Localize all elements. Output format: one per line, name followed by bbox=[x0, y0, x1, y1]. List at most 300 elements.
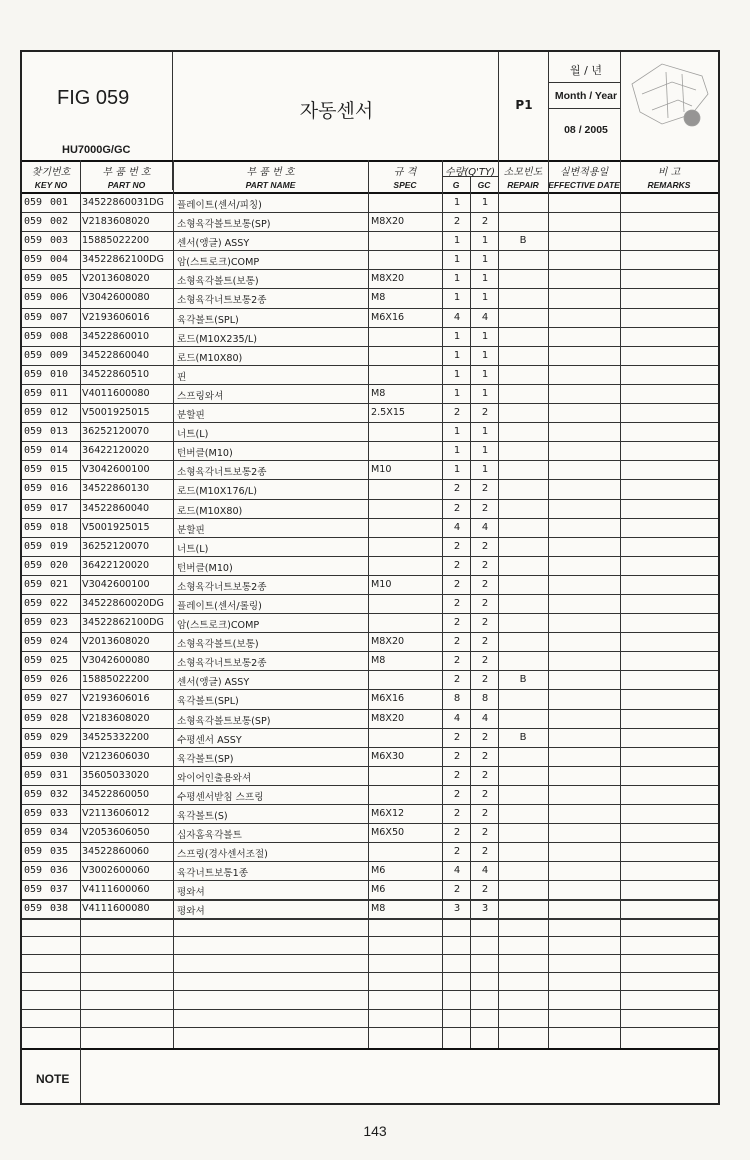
part-number-cell: V2013608020 bbox=[82, 636, 150, 648]
qty-g-cell: 4 bbox=[453, 311, 461, 323]
part-name-cell: 플레이트(센서/피칭) bbox=[177, 200, 262, 211]
fig-number-cell: 059 bbox=[24, 712, 43, 724]
table-row bbox=[22, 614, 718, 633]
qty-gc-cell: 1 bbox=[481, 273, 489, 285]
qty-gc-cell: 2 bbox=[481, 808, 489, 819]
month-year-korean: 월 / 년 bbox=[570, 64, 602, 77]
fig-number-cell: 059 bbox=[24, 655, 43, 667]
table-row bbox=[22, 480, 718, 499]
table-row bbox=[22, 595, 718, 614]
qty-gc-cell: 2 bbox=[481, 483, 489, 495]
fig-number-cell: 059 bbox=[24, 578, 43, 590]
qty-g-cell: 2 bbox=[453, 731, 461, 743]
qty-g-cell: 2 bbox=[453, 788, 461, 800]
part-name-cell: 로드(M10X235/L) bbox=[177, 333, 257, 345]
empty-row-line bbox=[22, 954, 718, 955]
part-thumbnail-image bbox=[622, 54, 716, 140]
part-number-cell: V2183608020 bbox=[82, 712, 150, 724]
part-number-cell: V4111600060 bbox=[82, 884, 150, 896]
table-row bbox=[22, 251, 718, 270]
key-number-cell: 037 bbox=[50, 884, 69, 896]
fig-number-cell: 059 bbox=[24, 273, 43, 285]
fig-number-cell: 059 bbox=[24, 636, 43, 648]
fig-number-cell: 059 bbox=[24, 903, 43, 915]
part-name-cell: 스프링와셔 bbox=[177, 390, 224, 402]
fig-number-cell: 059 bbox=[24, 540, 43, 552]
qty-g-cell: 2 bbox=[453, 483, 461, 495]
part-number-cell: 34522860020DG bbox=[82, 597, 164, 609]
page-number: 143 bbox=[363, 1123, 387, 1139]
part-number-cell: 35605033020 bbox=[82, 769, 150, 781]
spec-header: SPEC bbox=[393, 180, 417, 190]
qty-g-cell: 1 bbox=[453, 349, 461, 361]
model-label: HU7000G/GC bbox=[62, 144, 131, 156]
part-number-cell: V2193606016 bbox=[82, 693, 150, 705]
empty-row-line bbox=[22, 1009, 718, 1010]
table-row bbox=[22, 805, 718, 824]
table-row bbox=[22, 289, 718, 308]
part-number-cell: 34522860050 bbox=[82, 788, 150, 800]
qty-gc-cell: 1 bbox=[481, 464, 489, 476]
table-row bbox=[22, 729, 718, 748]
qty-gc-cell: 1 bbox=[481, 330, 489, 342]
spec-cell: M10 bbox=[371, 464, 392, 476]
part-no-header-kor: 부 품 번 호 bbox=[102, 167, 151, 178]
parts-list-sheet bbox=[20, 50, 720, 1105]
table-row bbox=[22, 690, 718, 709]
spec-cell: M8X20 bbox=[371, 273, 405, 285]
qty-gc-cell: 2 bbox=[481, 674, 489, 686]
key-number-cell: 032 bbox=[50, 788, 69, 800]
fig-number-cell: 059 bbox=[24, 197, 43, 208]
qty-gc-cell: 2 bbox=[481, 617, 489, 629]
qty-gc-cell: 1 bbox=[481, 426, 489, 438]
qty-gc-cell: 2 bbox=[481, 578, 489, 590]
part-number-cell: 15885022200 bbox=[82, 674, 150, 686]
key-number-cell: 033 bbox=[50, 808, 69, 819]
part-name-cell: 수평센서받침 스프링 bbox=[177, 791, 264, 803]
spec-cell: 2.5X15 bbox=[371, 407, 406, 419]
fig-number-cell: 059 bbox=[24, 483, 43, 495]
part-name-cell: 소형육각너트보통2종 bbox=[177, 581, 267, 593]
key-no-header: KEY NO bbox=[34, 180, 68, 190]
spec-cell: M8X20 bbox=[371, 636, 405, 648]
fig-number-cell: 059 bbox=[24, 254, 43, 266]
key-number-cell: 014 bbox=[50, 445, 69, 457]
part-name-cell: 육각볼트(S) bbox=[177, 811, 228, 822]
part-name-cell: 소형육각너트보통2종 bbox=[177, 295, 267, 307]
key-number-cell: 017 bbox=[50, 502, 69, 514]
page-title: 자동센서 bbox=[299, 100, 374, 122]
part-name-cell: 로드(M10X80) bbox=[177, 505, 243, 517]
part-number-cell: 15885022200 bbox=[82, 235, 150, 247]
remarks-header: REMARKS bbox=[647, 180, 691, 190]
part-name-cell: 육각볼트(SPL) bbox=[177, 696, 239, 708]
month-year-english: Month / Year bbox=[554, 90, 618, 102]
part-name-cell: 육각너트보통1종 bbox=[177, 868, 248, 880]
parts-table-body bbox=[22, 194, 718, 920]
key-number-cell: 008 bbox=[50, 330, 69, 342]
qty-g-cell: 4 bbox=[453, 712, 461, 724]
part-name-cell: 육각볼트(SP) bbox=[177, 753, 234, 765]
qty-g-cell: 1 bbox=[453, 426, 461, 438]
qty-g-cell: 1 bbox=[453, 254, 461, 266]
empty-row-line bbox=[22, 918, 718, 919]
key-number-cell: 013 bbox=[50, 426, 69, 438]
empty-row-line bbox=[22, 972, 718, 973]
qty-gc-cell: 2 bbox=[481, 407, 489, 419]
effective-date-header-kor: 실변적용일 bbox=[559, 167, 609, 178]
qty-g-cell: 2 bbox=[453, 559, 461, 571]
table-row bbox=[22, 671, 718, 690]
fig-number-cell: 059 bbox=[24, 559, 43, 571]
part-number-cell: 34522860510 bbox=[82, 368, 150, 380]
qty-gc-cell: 1 bbox=[481, 368, 489, 380]
key-number-cell: 022 bbox=[50, 597, 69, 609]
part-name-cell: 소형육각볼트(보통) bbox=[177, 276, 259, 288]
part-name-cell: 핀 bbox=[177, 371, 187, 383]
spec-cell: M8 bbox=[371, 903, 386, 915]
table-row bbox=[22, 824, 718, 843]
spec-cell: M6X16 bbox=[371, 693, 405, 705]
fig-number-cell: 059 bbox=[24, 808, 43, 819]
part-number-cell: V2183608020 bbox=[82, 216, 150, 228]
key-no-header-kor: 찾기번호 bbox=[31, 167, 71, 178]
spec-cell: M6 bbox=[371, 865, 386, 877]
part-number-cell: V2113606012 bbox=[82, 808, 150, 819]
spec-cell: M8X20 bbox=[371, 216, 405, 228]
part-number-cell: V3042600100 bbox=[82, 464, 150, 476]
note-label: NOTE bbox=[36, 1072, 70, 1086]
spec-cell: M6 bbox=[371, 884, 386, 896]
key-number-cell: 036 bbox=[50, 865, 69, 877]
qty-gc-cell: 1 bbox=[481, 197, 489, 208]
part-number-cell: 34522860040 bbox=[82, 502, 150, 514]
part-number-cell: 34522860010 bbox=[82, 330, 150, 342]
part-name-cell: 소형육각너트보통2종 bbox=[177, 658, 267, 670]
repair-cell: B bbox=[519, 731, 527, 743]
qty-g-cell: 1 bbox=[453, 292, 461, 304]
qty-g-cell: 1 bbox=[453, 273, 461, 285]
qty-g-cell: 2 bbox=[453, 597, 461, 609]
spec-cell: M8 bbox=[371, 292, 386, 304]
key-number-cell: 005 bbox=[50, 273, 69, 285]
header-divider bbox=[548, 108, 620, 109]
key-number-cell: 031 bbox=[50, 769, 69, 781]
part-number-cell: 36252120070 bbox=[82, 540, 150, 552]
qty-gc-header: GC bbox=[477, 180, 491, 190]
qty-g-cell: 2 bbox=[453, 655, 461, 667]
table-row bbox=[22, 328, 718, 347]
part-number-cell: 34522862100DG bbox=[82, 254, 164, 266]
qty-g-cell: 1 bbox=[453, 445, 461, 457]
part-name-cell: 평와셔 bbox=[177, 887, 205, 899]
key-number-cell: 001 bbox=[50, 197, 69, 208]
empty-row-line bbox=[22, 1027, 718, 1028]
qty-g-cell: 1 bbox=[453, 235, 461, 247]
part-number-cell: V4011600080 bbox=[82, 387, 150, 399]
qty-g-cell: 2 bbox=[453, 884, 461, 896]
part-name-cell: 소형육각볼트(보통) bbox=[177, 639, 259, 651]
key-number-cell: 015 bbox=[50, 464, 69, 476]
qty-gc-cell: 2 bbox=[481, 216, 489, 228]
part-number-cell: V2053606050 bbox=[82, 827, 150, 839]
table-row bbox=[22, 900, 718, 919]
qty-gc-cell: 2 bbox=[481, 827, 489, 839]
part-number-cell: V2013608020 bbox=[82, 273, 150, 285]
qty-gc-cell: 1 bbox=[481, 254, 489, 266]
spec-cell: M6X50 bbox=[371, 827, 405, 839]
fig-number-cell: 059 bbox=[24, 445, 43, 457]
key-number-cell: 002 bbox=[50, 216, 69, 228]
spec-cell: M6X12 bbox=[371, 808, 405, 819]
qty-gc-cell: 2 bbox=[481, 731, 489, 743]
fig-number-cell: 059 bbox=[24, 788, 43, 800]
qty-g-cell: 2 bbox=[453, 502, 461, 514]
part-number-cell: 34525332200 bbox=[82, 731, 150, 743]
table-row bbox=[22, 557, 718, 576]
fig-number-cell: 059 bbox=[24, 292, 43, 304]
qty-g-cell: 2 bbox=[453, 674, 461, 686]
fig-number-cell: 059 bbox=[24, 617, 43, 629]
part-name-cell: 육각볼트(SPL) bbox=[177, 314, 239, 326]
part-number-cell: 34522860040 bbox=[82, 349, 150, 361]
qty-g-cell: 1 bbox=[453, 368, 461, 380]
part-name-cell: 소형육각볼트보통(SP) bbox=[177, 715, 271, 727]
header-divider bbox=[620, 52, 621, 160]
qty-g-cell: 4 bbox=[453, 521, 461, 533]
spec-cell: M10 bbox=[371, 578, 392, 590]
spec-cell: M8 bbox=[371, 655, 386, 667]
qty-g-header: G bbox=[452, 180, 460, 190]
spec-cell: M8 bbox=[371, 387, 386, 399]
part-number-cell: 36422120020 bbox=[82, 445, 150, 457]
part-name-cell: 암(스트로크)COMP bbox=[177, 257, 260, 269]
qty-gc-cell: 2 bbox=[481, 769, 489, 781]
repair-cell: B bbox=[519, 235, 527, 247]
qty-g-cell: 8 bbox=[453, 693, 461, 705]
part-number-cell: 34522860060 bbox=[82, 846, 150, 858]
fig-number-cell: 059 bbox=[24, 349, 43, 361]
spec-cell: M6X30 bbox=[371, 750, 405, 762]
fig-number-cell: 059 bbox=[24, 827, 43, 839]
qty-gc-cell: 8 bbox=[481, 693, 489, 705]
spec-header-kor: 규 격 bbox=[393, 167, 417, 178]
repair-cell: B bbox=[519, 674, 527, 686]
qty-gc-cell: 2 bbox=[481, 788, 489, 800]
part-name-cell: 평와셔 bbox=[177, 906, 205, 918]
fig-number-cell: 059 bbox=[24, 846, 43, 858]
fig-number-cell: 059 bbox=[24, 769, 43, 781]
qty-gc-cell: 2 bbox=[481, 597, 489, 609]
part-number-cell: V3042600080 bbox=[82, 655, 150, 667]
part-name-cell: 분할핀 bbox=[177, 410, 205, 422]
table-row bbox=[22, 881, 718, 900]
qty-gc-cell: 4 bbox=[481, 311, 489, 323]
fig-number-cell: 059 bbox=[24, 731, 43, 743]
fig-number-cell: 059 bbox=[24, 674, 43, 686]
part-name-header-kor: 부 품 번 호 bbox=[246, 167, 295, 178]
key-number-cell: 025 bbox=[50, 655, 69, 667]
table-row bbox=[22, 862, 718, 881]
qty-gc-cell: 1 bbox=[481, 349, 489, 361]
key-number-cell: 016 bbox=[50, 483, 69, 495]
part-number-cell: 34522860031DG bbox=[82, 197, 164, 208]
key-number-cell: 020 bbox=[50, 559, 69, 571]
qty-g-cell: 2 bbox=[453, 216, 461, 228]
qty-gc-cell: 2 bbox=[481, 655, 489, 667]
header-divider bbox=[548, 52, 549, 160]
header-rule bbox=[22, 160, 718, 162]
qty-gc-cell: 1 bbox=[481, 387, 489, 399]
fig-number-cell: 059 bbox=[24, 750, 43, 762]
table-row bbox=[22, 347, 718, 366]
table-row bbox=[22, 519, 718, 538]
part-name-cell: 로드(M10X176/L) bbox=[177, 486, 257, 498]
part-name-cell: 와이어인출용와셔 bbox=[177, 772, 252, 784]
part-name-cell: 너트(L) bbox=[177, 543, 209, 555]
qty-gc-cell: 2 bbox=[481, 502, 489, 514]
key-number-cell: 028 bbox=[50, 712, 69, 724]
qty-g-cell: 2 bbox=[453, 827, 461, 839]
qty-gc-cell: 4 bbox=[481, 865, 489, 877]
fig-number-cell: 059 bbox=[24, 330, 43, 342]
qty-gc-cell: 2 bbox=[481, 559, 489, 571]
empty-row-line bbox=[22, 900, 718, 901]
qty-gc-cell: 1 bbox=[481, 235, 489, 247]
part-number-cell: 36252120070 bbox=[82, 426, 150, 438]
qty-g-cell: 4 bbox=[453, 865, 461, 877]
table-row bbox=[22, 442, 718, 461]
empty-row-line bbox=[22, 990, 718, 991]
key-number-cell: 023 bbox=[50, 617, 69, 629]
qty-g-cell: 2 bbox=[453, 750, 461, 762]
fig-number-cell: 059 bbox=[24, 597, 43, 609]
part-number-cell: V2123606030 bbox=[82, 750, 150, 762]
fig-number-cell: 059 bbox=[24, 216, 43, 228]
table-row bbox=[22, 633, 718, 652]
part-number-cell: V2193606016 bbox=[82, 311, 150, 323]
table-row bbox=[22, 843, 718, 862]
repair-header: REPAIR bbox=[507, 180, 539, 190]
table-row bbox=[22, 232, 718, 251]
qty-gc-cell: 4 bbox=[481, 521, 489, 533]
qty-gc-cell: 4 bbox=[481, 712, 489, 724]
qty-g-cell: 2 bbox=[453, 846, 461, 858]
repair-header-kor: 소모빈도 bbox=[503, 167, 543, 178]
part-name-cell: 암(스트로크)COMP bbox=[177, 620, 260, 632]
key-number-cell: 012 bbox=[50, 407, 69, 419]
qty-gc-cell: 1 bbox=[481, 292, 489, 304]
qty-g-cell: 2 bbox=[453, 540, 461, 552]
page-code: P1 bbox=[515, 98, 533, 112]
qty-g-cell: 1 bbox=[453, 387, 461, 399]
part-name-cell: 플레이트(센서/롤링) bbox=[177, 600, 262, 612]
qty-gc-cell: 2 bbox=[481, 846, 489, 858]
table-row bbox=[22, 538, 718, 557]
table-row bbox=[22, 576, 718, 595]
part-name-cell: 로드(M10X80) bbox=[177, 352, 243, 364]
qty-g-cell: 2 bbox=[453, 407, 461, 419]
part-number-cell: V4111600080 bbox=[82, 903, 150, 915]
key-number-cell: 006 bbox=[50, 292, 69, 304]
key-number-cell: 029 bbox=[50, 731, 69, 743]
table-row bbox=[22, 309, 718, 328]
key-number-cell: 034 bbox=[50, 827, 69, 839]
key-number-cell: 018 bbox=[50, 521, 69, 533]
key-number-cell: 019 bbox=[50, 540, 69, 552]
part-name-cell: 센서(앵글) ASSY bbox=[177, 238, 250, 250]
table-row bbox=[22, 194, 718, 213]
part-name-cell: 소형육각너트보통2종 bbox=[177, 467, 267, 479]
fig-number-cell: 059 bbox=[24, 407, 43, 419]
key-number-cell: 007 bbox=[50, 311, 69, 323]
fig-number-cell: 059 bbox=[24, 311, 43, 323]
qty-g-cell: 1 bbox=[453, 464, 461, 476]
part-name-cell: 분할핀 bbox=[177, 524, 205, 536]
part-name-cell: 너트(L) bbox=[177, 429, 209, 441]
table-row bbox=[22, 710, 718, 729]
table-row bbox=[22, 461, 718, 480]
fig-number-cell: 059 bbox=[24, 521, 43, 533]
key-number-cell: 010 bbox=[50, 368, 69, 380]
part-number-cell: V3042600100 bbox=[82, 578, 150, 590]
table-row bbox=[22, 786, 718, 805]
figure-label: FIG 059 bbox=[57, 87, 130, 109]
empty-row-line bbox=[22, 936, 718, 937]
key-number-cell: 030 bbox=[50, 750, 69, 762]
qty-gc-cell: 2 bbox=[481, 884, 489, 896]
part-number-cell: V5001925015 bbox=[82, 521, 150, 533]
key-number-cell: 009 bbox=[50, 349, 69, 361]
qty-gc-cell: 3 bbox=[481, 903, 489, 915]
qty-g-cell: 2 bbox=[453, 617, 461, 629]
part-number-cell: V5001925015 bbox=[82, 407, 150, 419]
qty-g-cell: 2 bbox=[453, 578, 461, 590]
qty-gc-cell: 2 bbox=[481, 636, 489, 648]
fig-number-cell: 059 bbox=[24, 387, 43, 399]
fig-number-cell: 059 bbox=[24, 502, 43, 514]
qty-g-cell: 1 bbox=[453, 330, 461, 342]
table-row bbox=[22, 213, 718, 232]
fig-number-cell: 059 bbox=[24, 884, 43, 896]
remarks-header-kor: 비 고 bbox=[657, 167, 681, 178]
qty-gc-cell: 2 bbox=[481, 750, 489, 762]
qty-g-cell: 3 bbox=[453, 903, 461, 915]
qty-g-cell: 1 bbox=[453, 197, 461, 208]
part-number-cell: V3042600080 bbox=[82, 292, 150, 304]
part-no-header: PART NO bbox=[107, 180, 146, 190]
key-number-cell: 004 bbox=[50, 254, 69, 266]
key-number-cell: 011 bbox=[50, 387, 69, 399]
table-row bbox=[22, 423, 718, 442]
qty-g-cell: 2 bbox=[453, 636, 461, 648]
key-number-cell: 038 bbox=[50, 903, 69, 915]
table-row bbox=[22, 270, 718, 289]
part-number-cell: 34522862100DG bbox=[82, 617, 164, 629]
qty-g-cell: 2 bbox=[453, 769, 461, 781]
key-number-cell: 021 bbox=[50, 578, 69, 590]
part-number-cell: 36422120020 bbox=[82, 559, 150, 571]
header-divider bbox=[548, 82, 620, 83]
part-name-cell: 턴버클(M10) bbox=[177, 448, 233, 460]
spec-cell: M6X16 bbox=[371, 311, 405, 323]
key-number-cell: 003 bbox=[50, 235, 69, 247]
part-name-cell: 턴버클(M10) bbox=[177, 562, 233, 574]
key-number-cell: 026 bbox=[50, 674, 69, 686]
part-number-cell: V3002600060 bbox=[82, 865, 150, 877]
fig-number-cell: 059 bbox=[24, 865, 43, 877]
